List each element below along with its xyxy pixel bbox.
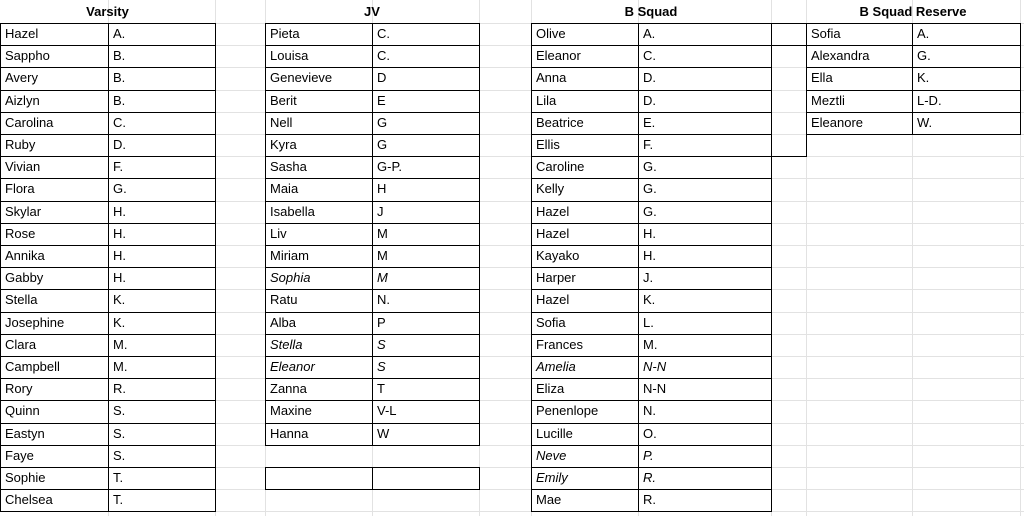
name-cell[interactable]: Kelly [536, 181, 565, 196]
name-cell[interactable]: Ratu [270, 292, 298, 307]
cell-border [806, 90, 1021, 91]
code-cell[interactable]: O. [643, 426, 657, 441]
name-cell[interactable]: Eleanore [811, 115, 864, 130]
name-cell[interactable]: Carolina [5, 115, 54, 130]
name-cell[interactable]: Nell [270, 115, 293, 130]
code-cell[interactable]: G. [643, 204, 657, 219]
code-cell[interactable]: A. [113, 26, 126, 41]
code-cell[interactable]: D. [643, 70, 656, 85]
cell-border [806, 134, 1021, 135]
code-cell[interactable]: H. [113, 248, 126, 263]
name-cell[interactable]: Stella [5, 292, 38, 307]
code-cell[interactable]: C. [377, 48, 390, 63]
name-cell[interactable]: Kayako [536, 248, 580, 263]
name-cell[interactable]: Anna [536, 70, 567, 85]
name-cell[interactable]: Hazel [536, 226, 570, 241]
code-cell[interactable]: B. [113, 70, 126, 85]
code-cell[interactable]: A. [917, 26, 930, 41]
cell-border [771, 23, 772, 512]
code-cell[interactable]: C. [377, 26, 390, 41]
code-cell[interactable]: C. [113, 115, 126, 130]
code-cell[interactable]: S. [113, 426, 126, 441]
code-cell[interactable]: M [377, 270, 388, 285]
name-cell[interactable]: Miriam [270, 248, 309, 263]
cell-border [806, 23, 807, 135]
cell-border [531, 312, 772, 313]
code-cell[interactable]: C. [643, 48, 656, 63]
name-cell[interactable]: Sophia [270, 270, 311, 285]
code-cell[interactable]: M [377, 226, 388, 241]
name-cell[interactable]: Avery [5, 70, 38, 85]
cell-border [806, 23, 1021, 24]
code-cell[interactable]: K. [643, 292, 656, 307]
code-cell[interactable]: G [377, 115, 388, 130]
name-cell[interactable]: Sophie [5, 470, 46, 485]
cell-border [531, 445, 772, 446]
name-cell[interactable]: Zanna [270, 381, 307, 396]
cell-border [531, 134, 772, 135]
name-cell[interactable]: Ruby [5, 137, 36, 152]
code-cell[interactable]: H. [643, 226, 656, 241]
code-cell[interactable]: B. [113, 48, 126, 63]
code-cell[interactable]: S [377, 337, 386, 352]
code-cell[interactable]: H. [113, 226, 126, 241]
code-cell[interactable]: V-L [377, 403, 397, 418]
name-cell[interactable]: Penenlope [536, 403, 599, 418]
name-cell[interactable]: Amelia [536, 359, 576, 374]
cell-border [806, 45, 1021, 46]
name-cell[interactable]: Alexandra [811, 48, 870, 63]
code-cell[interactable]: M. [113, 359, 128, 374]
code-cell[interactable]: L. [643, 315, 654, 330]
section-header: B Squad Reserve [859, 4, 967, 19]
code-cell[interactable]: W. [917, 115, 933, 130]
name-cell[interactable]: Neve [536, 448, 567, 463]
code-cell[interactable]: R. [643, 492, 656, 507]
code-cell[interactable]: M. [643, 337, 658, 352]
code-cell[interactable]: S. [113, 403, 126, 418]
name-cell[interactable]: Faye [5, 448, 34, 463]
name-cell[interactable]: Flora [5, 181, 35, 196]
name-cell[interactable]: Hazel [536, 292, 570, 307]
name-cell[interactable]: Hanna [270, 426, 309, 441]
name-cell[interactable]: Beatrice [536, 115, 584, 130]
code-cell[interactable]: F. [113, 159, 124, 174]
name-cell[interactable]: Kyra [270, 137, 297, 152]
code-cell[interactable]: N-N [643, 359, 667, 374]
cell-border [531, 467, 772, 468]
name-cell[interactable]: Skylar [5, 204, 42, 219]
code-cell[interactable]: S [377, 359, 386, 374]
cell-border [531, 356, 772, 357]
cell-border [479, 467, 480, 490]
cell-border [531, 223, 772, 224]
code-cell[interactable]: T. [113, 492, 124, 507]
cell-border [638, 23, 639, 512]
name-cell[interactable]: Quinn [5, 403, 40, 418]
cell-border [531, 489, 772, 490]
code-cell[interactable]: G. [113, 181, 127, 196]
cell-border [1020, 23, 1021, 135]
name-cell[interactable]: Eleanor [536, 48, 581, 63]
name-cell[interactable]: Vivian [5, 159, 41, 174]
cell-border [806, 67, 1021, 68]
cell-border [531, 334, 772, 335]
cell-border [806, 112, 1021, 113]
code-cell[interactable]: G. [917, 48, 931, 63]
code-cell[interactable]: D. [643, 93, 656, 108]
code-cell[interactable]: P. [643, 448, 654, 463]
cell-border [531, 156, 772, 157]
code-cell[interactable]: B. [113, 93, 126, 108]
name-cell[interactable]: Campbell [5, 359, 60, 374]
code-cell[interactable]: M [377, 248, 388, 263]
code-cell[interactable]: R. [643, 470, 656, 485]
code-cell[interactable]: L-D. [917, 93, 942, 108]
code-cell[interactable]: N. [377, 292, 390, 307]
code-cell[interactable]: H. [113, 270, 126, 285]
name-cell[interactable]: Emily [536, 470, 568, 485]
name-cell[interactable]: Ella [811, 70, 833, 85]
name-cell[interactable]: Sofia [811, 26, 841, 41]
code-cell[interactable]: H [377, 181, 387, 196]
cell-border [531, 67, 772, 68]
name-cell[interactable]: Alba [270, 315, 297, 330]
name-cell[interactable]: Lila [536, 93, 557, 108]
name-cell[interactable]: Eleanor [270, 359, 315, 374]
name-cell[interactable]: Frances [536, 337, 583, 352]
cell-border [479, 23, 480, 446]
code-cell[interactable]: G. [643, 181, 657, 196]
name-cell[interactable]: Eastyn [5, 426, 45, 441]
name-cell[interactable]: Mae [536, 492, 562, 507]
cell-border [265, 23, 266, 446]
cell-border [372, 23, 373, 446]
cell-border [771, 45, 807, 46]
cell-border [531, 23, 532, 512]
code-cell[interactable]: N. [643, 403, 656, 418]
name-cell[interactable]: Eliza [536, 381, 565, 396]
code-cell[interactable]: F. [643, 137, 654, 152]
cell-border [531, 201, 772, 202]
code-cell[interactable]: E. [643, 115, 656, 130]
cell-border [531, 90, 772, 91]
cell-border [531, 289, 772, 290]
name-cell[interactable]: Josephine [5, 315, 65, 330]
code-cell[interactable]: M. [113, 337, 128, 352]
code-cell[interactable]: T [377, 381, 385, 396]
name-cell[interactable]: Harper [536, 270, 576, 285]
cell-border [531, 511, 772, 512]
code-cell[interactable]: D [377, 70, 387, 85]
name-cell[interactable]: Pieta [270, 26, 300, 41]
code-cell[interactable]: N-N [643, 381, 667, 396]
section-header: B Squad [624, 4, 678, 19]
cell-border [531, 245, 772, 246]
name-cell[interactable]: Louisa [270, 48, 309, 63]
code-cell[interactable]: W [377, 426, 390, 441]
name-cell[interactable]: Aizlyn [5, 93, 40, 108]
name-cell[interactable]: Isabella [270, 204, 315, 219]
cell-border [372, 467, 373, 490]
name-cell[interactable]: Sasha [270, 159, 307, 174]
cell-border [531, 423, 772, 424]
name-cell[interactable]: Chelsea [5, 492, 53, 507]
code-cell[interactable]: G. [643, 159, 657, 174]
code-cell[interactable]: A. [643, 26, 656, 41]
cell-border [531, 178, 772, 179]
cell-border [531, 267, 772, 268]
code-cell[interactable]: J [377, 204, 384, 219]
name-cell[interactable]: Clara [5, 337, 37, 352]
name-cell[interactable]: Sofia [536, 315, 566, 330]
code-cell[interactable]: J. [643, 270, 654, 285]
cell-border [531, 112, 772, 113]
cell-border [215, 23, 216, 512]
name-cell[interactable]: Caroline [536, 159, 585, 174]
name-cell[interactable]: Genevieve [270, 70, 333, 85]
name-cell[interactable]: Annika [5, 248, 45, 263]
name-cell[interactable]: Berit [270, 93, 297, 108]
code-cell[interactable]: K. [113, 315, 126, 330]
section-header: JV [364, 4, 380, 19]
cell-border [108, 23, 109, 512]
cell-border [531, 400, 772, 401]
code-cell[interactable]: K. [113, 292, 126, 307]
name-cell[interactable]: Gabby [5, 270, 44, 285]
name-cell[interactable]: Stella [270, 337, 303, 352]
cell-border [531, 378, 772, 379]
cell-border [265, 467, 266, 490]
cell-border [912, 23, 913, 135]
code-cell[interactable]: S. [113, 448, 126, 463]
section-header: Varsity [86, 4, 129, 19]
name-cell[interactable]: Hazel [5, 26, 39, 41]
code-cell[interactable]: H. [113, 204, 126, 219]
name-cell[interactable]: Meztli [811, 93, 845, 108]
name-cell[interactable]: Rory [5, 381, 33, 396]
name-cell[interactable]: Sappho [5, 48, 50, 63]
name-cell[interactable]: Maxine [270, 403, 312, 418]
name-cell[interactable]: Liv [270, 226, 287, 241]
cell-border [531, 23, 772, 24]
name-cell[interactable]: Ellis [536, 137, 560, 152]
code-cell[interactable]: P [377, 315, 386, 330]
code-cell[interactable]: E [377, 93, 386, 108]
name-cell[interactable]: Rose [5, 226, 36, 241]
cell-border [0, 23, 1, 512]
code-cell[interactable]: D. [113, 137, 126, 152]
code-cell[interactable]: G-P. [377, 159, 403, 174]
name-cell[interactable]: Olive [536, 26, 566, 41]
code-cell[interactable]: G [377, 137, 388, 152]
name-cell[interactable]: Lucille [536, 426, 573, 441]
cell-border [771, 156, 807, 157]
name-cell[interactable]: Hazel [536, 204, 570, 219]
name-cell[interactable]: Maia [270, 181, 299, 196]
cell-border [771, 23, 807, 24]
cell-border [531, 45, 772, 46]
code-cell[interactable]: R. [113, 381, 126, 396]
code-cell[interactable]: K. [917, 70, 930, 85]
code-cell[interactable]: T. [113, 470, 124, 485]
code-cell[interactable]: H. [643, 248, 656, 263]
